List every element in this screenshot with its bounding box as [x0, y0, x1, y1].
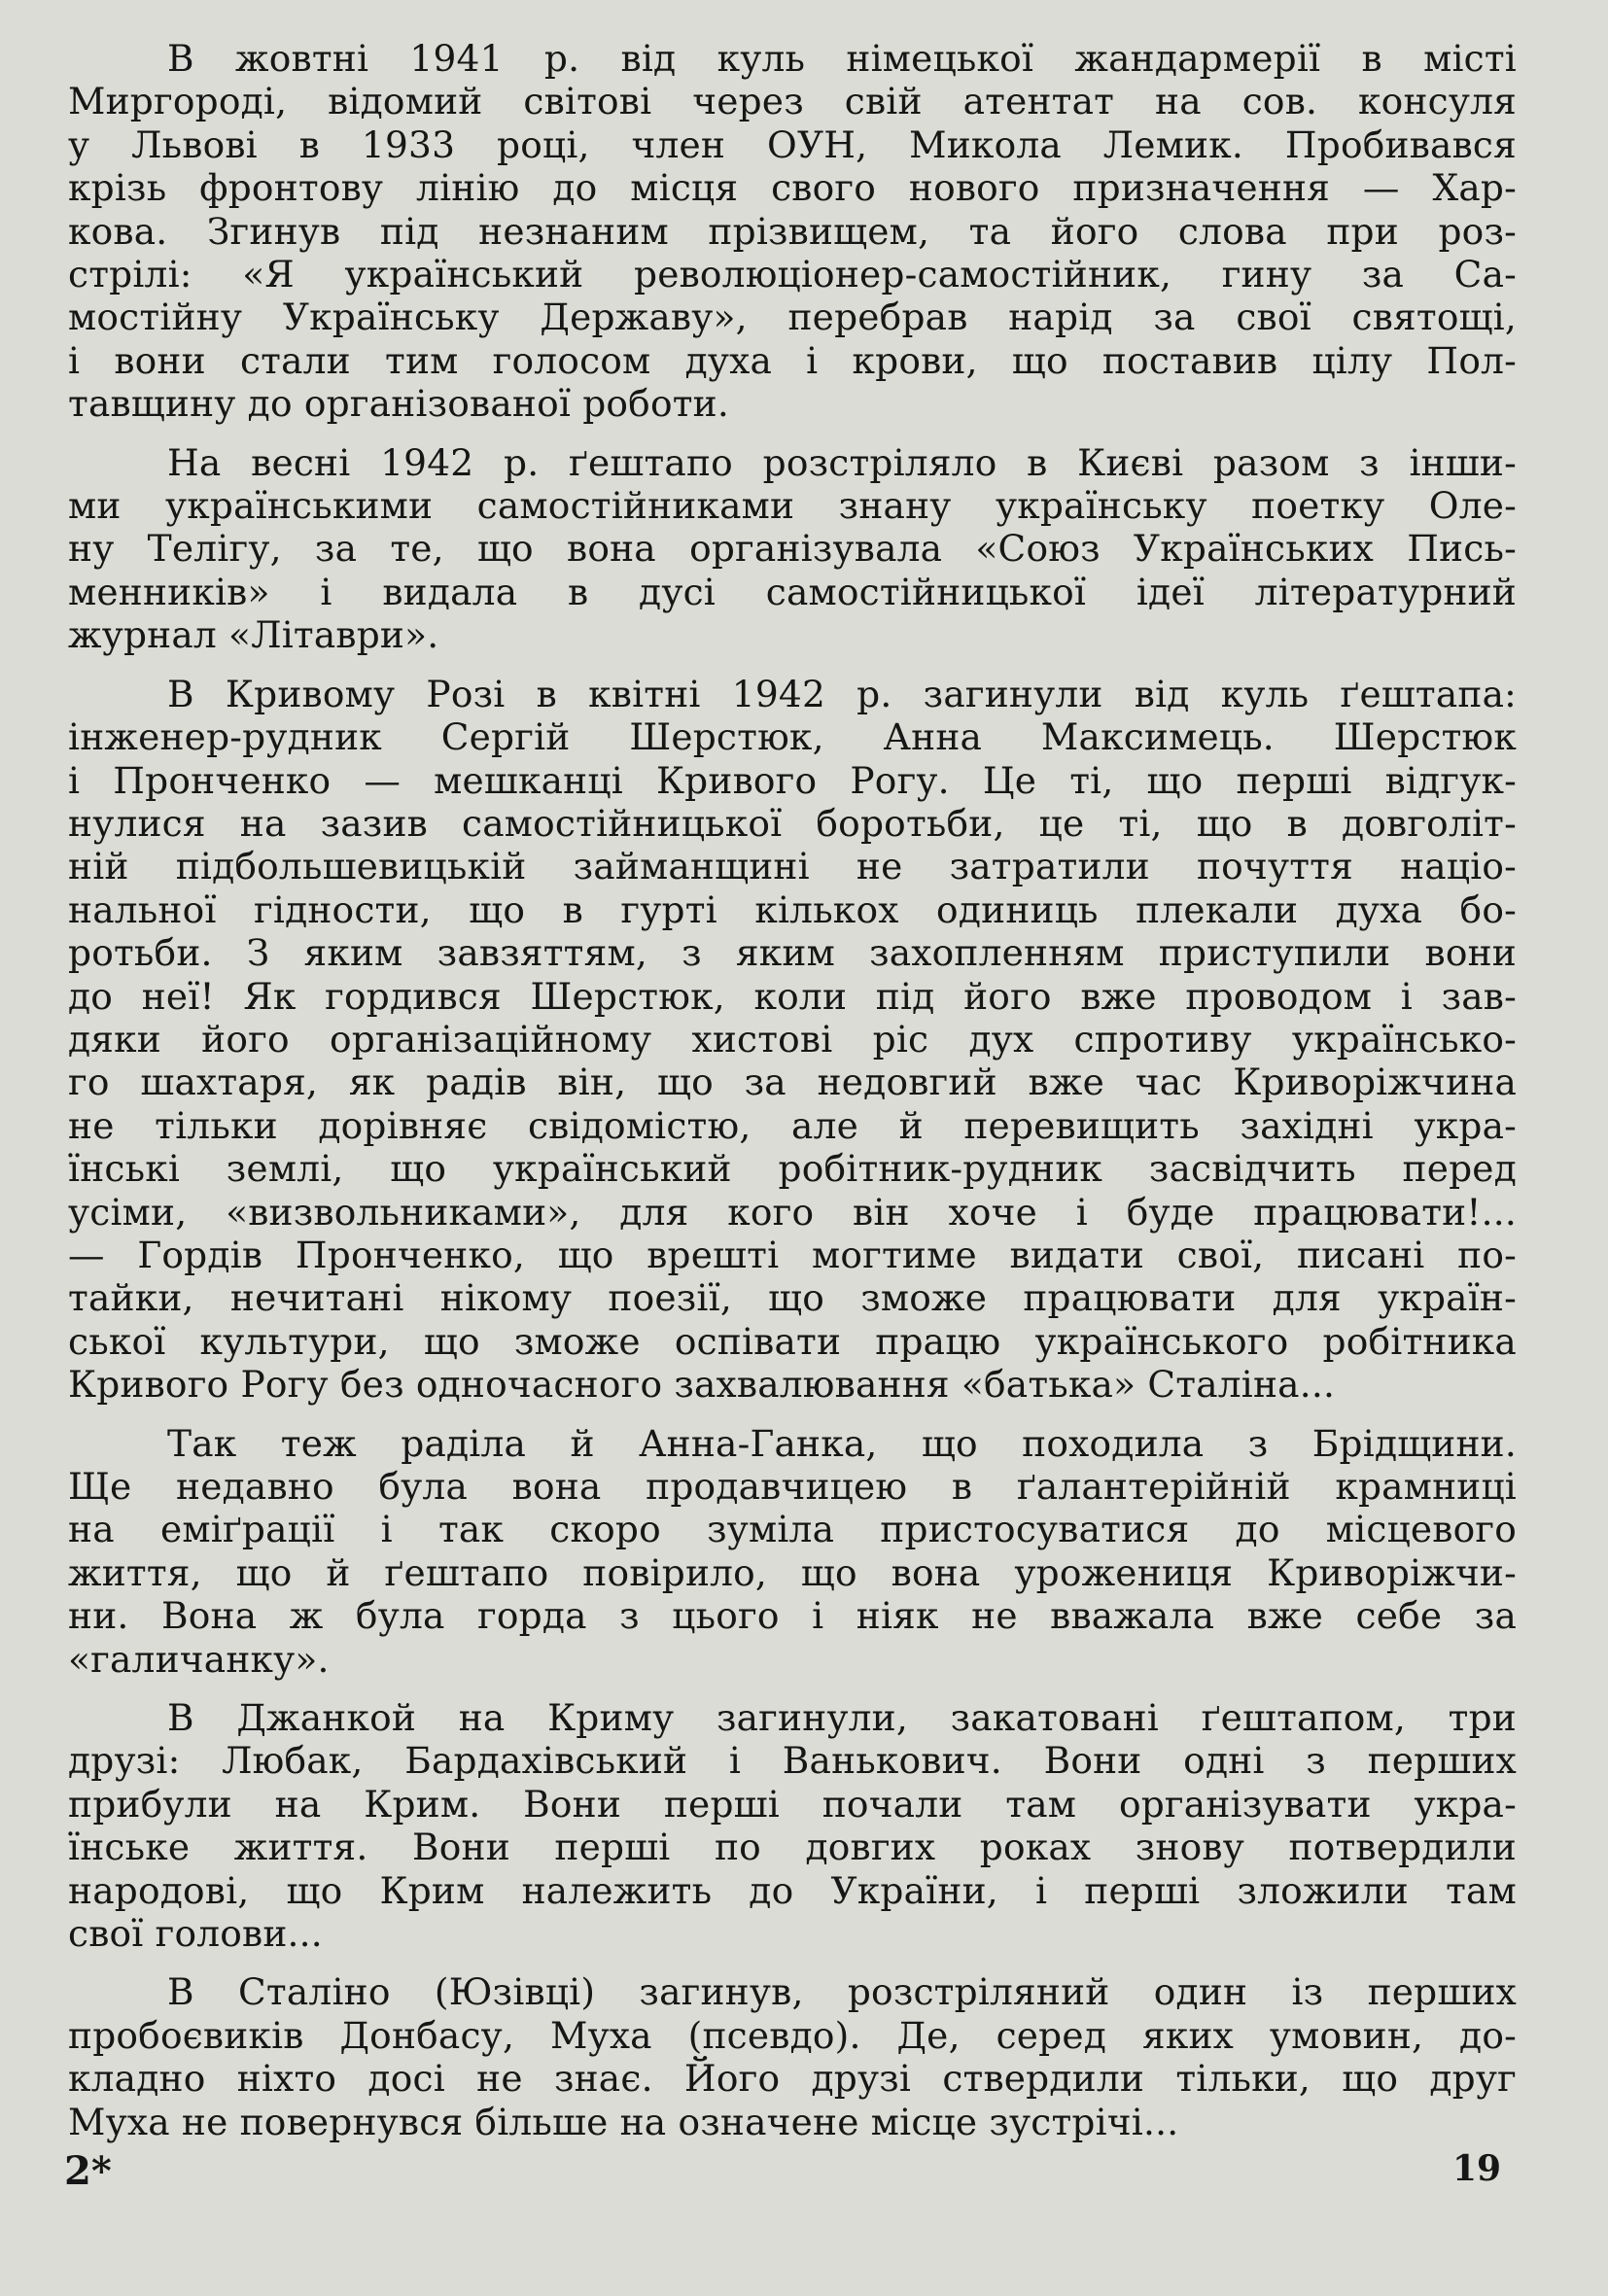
text-line: ми українськими самостійниками знану українську поетку Оле-: [68, 484, 1517, 528]
text-line: їнські землі, що український робітник-рудник засвідчить перед: [68, 1147, 1517, 1191]
text-line: Кривого Рогу без одночасного захвалювання «батька» Сталіна...: [68, 1363, 1336, 1407]
text-line: інженер-рудник Сергій Шерстюк, Анна Максимець. Шерстюк: [68, 715, 1517, 759]
text-line: до неї! Як гордився Шерстюк, коли під його вже проводом і зав-: [68, 974, 1517, 1018]
text-line: ської культури, що зможе оспівати працю українського робітника: [68, 1319, 1517, 1363]
text-line: нулися на зазив самостійницької боротьби, це ті, що в довголіт-: [68, 801, 1517, 845]
text-line: ній підбольшевицькій займанщині не затратили почуття націо-: [68, 845, 1517, 888]
text-line: ротьби. З яким завзяттям, з яким захопленням приступили вони: [68, 931, 1517, 975]
text-line: В Кривому Розі в квітні 1942 р. загинули від куль ґештапа:: [167, 672, 1517, 715]
text-line: го шахтаря, як радів він, що за недовгий вже час Криворіжчина: [68, 1061, 1517, 1104]
text-line: Муха не повернувся більше на означене місце зустрічі...: [68, 2100, 1179, 2143]
text-line: на еміґрації і так скоро зуміла пристосуватися до місцевого: [68, 1508, 1517, 1551]
text-line: тавщину до організованої роботи.: [68, 382, 729, 426]
text-line: їнське життя. Вони перші по довгих роках знову потвердили: [68, 1826, 1517, 1869]
text-line: нальної гідности, що в гурті кількох одиниць плекали духа бо-: [68, 887, 1517, 931]
text-line: життя, що й ґештапо повірило, що вона урожениця Криворіжчи-: [68, 1550, 1517, 1594]
text-line: кова. Згинув під незнаним прізвищем, та його слова при роз-: [68, 209, 1517, 253]
text-line: ни. Вона ж була горда з цього і ніяк не вважала вже себе за: [68, 1594, 1517, 1638]
text-line: друзі: Любак, Бардахівський і Ванькович. Вони одні з перших: [68, 1739, 1517, 1783]
text-line: усіми, «визвольниками», для кого він хоче і буде працювати!...: [68, 1190, 1517, 1234]
text-line: кладно ніхто досі не знає. Його друзі ствердили тільки, що друг: [68, 2057, 1517, 2101]
text-line: — Гордів Пронченко, що врешті могтиме видати свої, писані по-: [68, 1233, 1517, 1276]
paragraph: [68, 1696, 1517, 1955]
paragraph: [68, 441, 1517, 657]
text-line: тайки, нечитані нікому поезії, що зможе працювати для україн-: [68, 1276, 1517, 1320]
text-line: і Пронченко — мешканці Кривого Рогу. Це ті, що перші відгук-: [68, 758, 1517, 802]
text-line: і вони стали тим голосом духа і крови, що поставив цілу Пол-: [68, 338, 1517, 382]
text-line: пробоєвиків Донбасу, Муха (псевдо). Де, серед яких умовин, до-: [68, 2013, 1517, 2057]
page-number: 19: [1452, 2148, 1502, 2189]
text-line: журнал «Літаври».: [68, 613, 439, 657]
text-line: народові, що Крим належить до України, і перші зложили там: [68, 1868, 1517, 1912]
text-line: В Сталіно (Юзівці) загинув, розстріляний один із перших: [167, 1970, 1517, 2014]
text-line: В жовтні 1941 р. від куль німецької жандармерії в місті: [167, 37, 1517, 80]
text-line: «галичанку».: [68, 1637, 330, 1681]
text-line: Миргороді, відомий світові через свій атентат на сов. консуля: [68, 80, 1517, 123]
text-line: менників» і видала в дусі самостійницької ідеї літературний: [68, 570, 1517, 613]
paragraph: [68, 673, 1517, 1407]
text-line: На весні 1942 р. ґештапо розстріляло в Києві разом з інши-: [167, 440, 1517, 484]
text-line: стрілі: «Я український революціонер-самостійник, гину за Са-: [68, 253, 1517, 296]
paragraph: [68, 37, 1517, 426]
text-line: не тільки дорівняє свідомістю, але й перевищить західні укра-: [68, 1103, 1517, 1147]
text-line: у Львові в 1933 році, член ОУН, Микола Лемик. Пробивався: [68, 122, 1517, 166]
text-line: крізь фронтову лінію до місця свого нового призначення — Хар-: [68, 166, 1517, 210]
text-line: Ще недавно була вона продавчицею в ґалантерійній крамниці: [68, 1465, 1517, 1508]
text-line: мостійну Українську Державу», перебрав нарід за свої святощі,: [68, 296, 1517, 339]
text-line: ну Телігу, за те, що вона організувала «Союз Українських Пись-: [68, 527, 1517, 571]
paragraph: [68, 1422, 1517, 1681]
text-line: В Джанкой на Криму загинули, закатовані ґештапом, три: [167, 1696, 1517, 1740]
text-line: Так теж раділа й Анна-Ганка, що походила з Брідщини.: [167, 1421, 1517, 1465]
paragraph: [68, 1970, 1517, 2143]
page-text: [68, 37, 1517, 2159]
text-line: прибули на Крим. Вони перші почали там організувати укра-: [68, 1782, 1517, 1826]
signature-mark: 2*: [64, 2148, 112, 2194]
text-line: свої голови...: [68, 1912, 323, 1956]
text-line: дяки його організаційному хистові ріс дух спротиву українсько-: [68, 1017, 1517, 1061]
